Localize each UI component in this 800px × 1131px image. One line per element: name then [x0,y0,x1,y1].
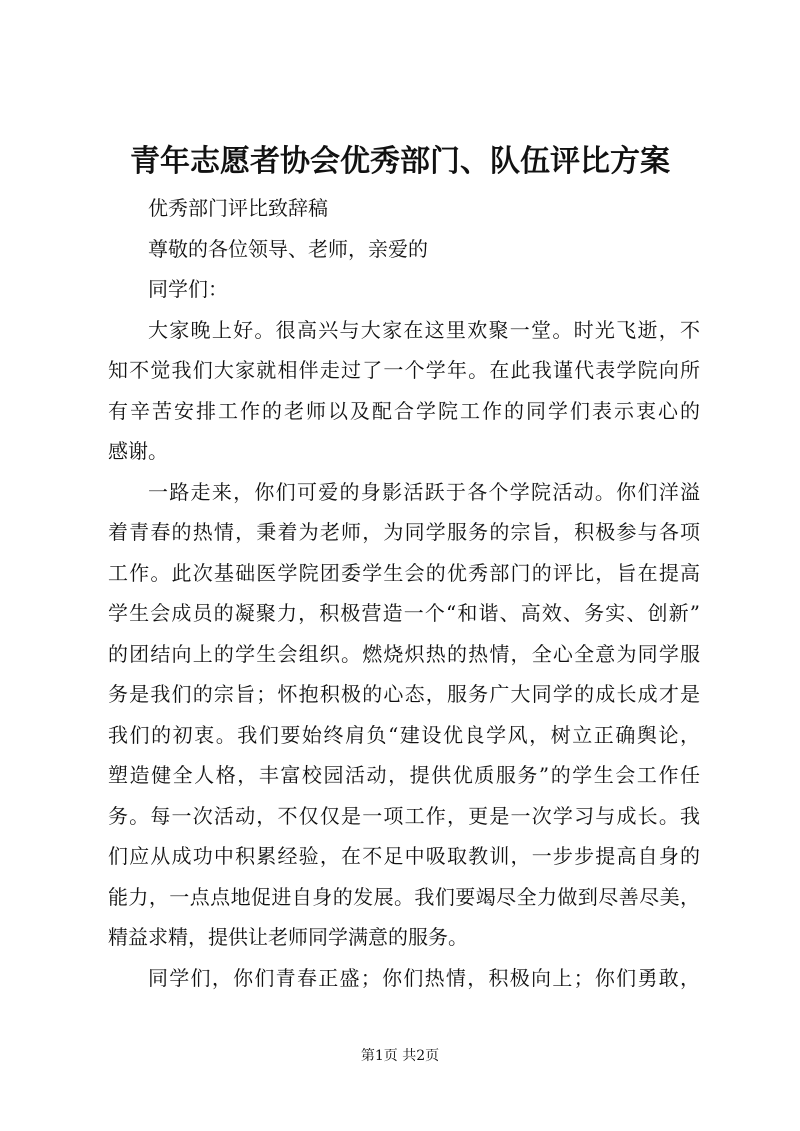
paragraph-line: 同学们，你们青春正盛；你们热情，积极向上；你们勇敢， [148,965,700,990]
paragraph-line: 感谢。 [108,439,168,463]
paragraph-line: 精益求精，提供让老师同学满意的服务。 [108,925,468,949]
paragraph-line: 同学们： [148,277,228,301]
paragraph-line: 着青春的热情，秉着为老师，为同学服务的宗旨，积极参与各项 [108,520,700,544]
paragraph-line: 尊敬的各位领导、老师，亲爱的 [148,236,428,261]
paragraph-line: 大家晚上好。很高兴与大家在这里欢聚一堂。时光飞逝，不 [148,317,700,342]
page-number-footer: 第1页 共2页 [360,1048,440,1064]
paragraph-line: 能力，一点点地促进自身的发展。我们要竭尽全力做到尽善尽美， [108,884,700,909]
paragraph-line: 知不觉我们大家就相伴走过了一个学年。在此我谨代表学院向所 [108,358,700,382]
paragraph-line: 我们的初衷。我们要始终肩负“建设优良学风，树立正确舆论， [108,722,700,747]
paragraph-line: 的团结向上的学生会组织。燃烧炽热的热情，全心全意为同学服 [108,641,700,666]
paragraph-line: 一路走来，你们可爱的身影活跃于各个学院活动。你们洋溢 [148,479,700,504]
paragraph-line: 务是我们的宗旨；怀抱积极的心态，服务广大同学的成长成才是 [108,682,700,706]
paragraph-line: 工作。此次基础医学院团委学生会的优秀部门的评比，旨在提高 [108,560,700,585]
paragraph-line: 有辛苦安排工作的老师以及配合学院工作的同学们表示衷心的 [108,398,700,423]
document-body [108,188,700,998]
paragraph-line: 学生会成员的凝聚力，积极营造一个“和谐、高效、务实、创新” [108,601,700,625]
paragraph-line: 们应从成功中积累经验，在不足中吸取教训，一步步提高自身的 [108,844,700,868]
document-title: 青年志愿者协会优秀部门、队伍评比方案 [130,144,670,179]
paragraph-line: 务。每一次活动，不仅仅是一项工作，更是一次学习与成长。我 [108,803,700,828]
paragraph-line: 塑造健全人格，丰富校园活动，提供优质服务”的学生会工作任 [108,763,700,787]
paragraph-line: 优秀部门评比致辞稿 [148,196,328,220]
